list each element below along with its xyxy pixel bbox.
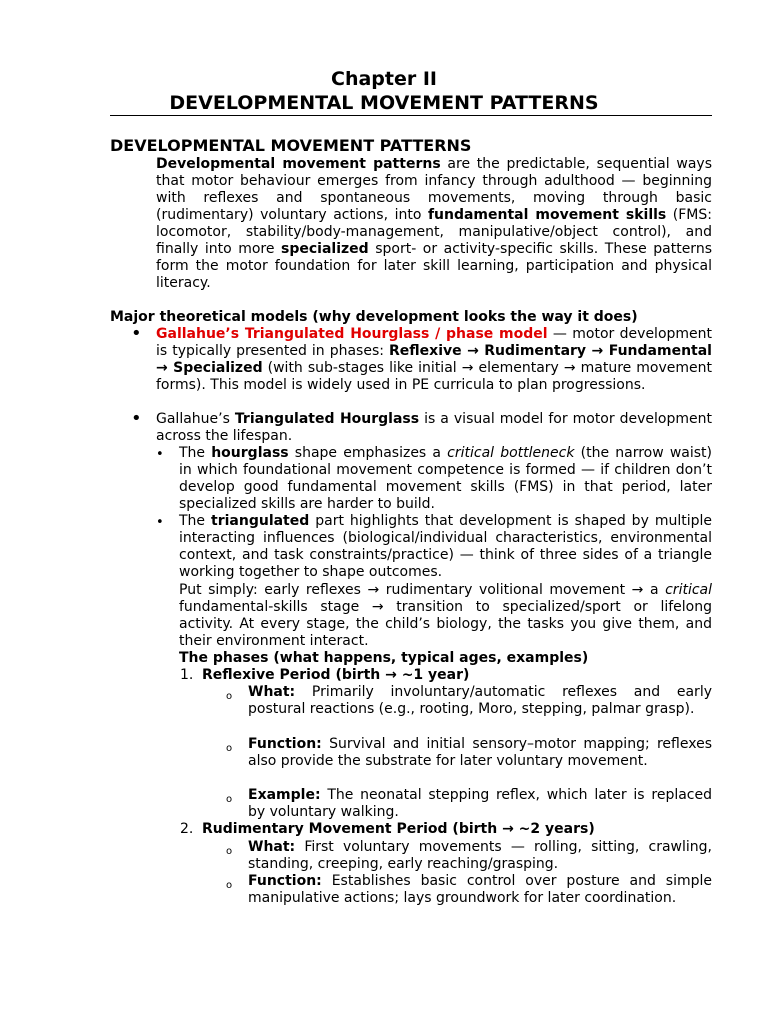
- hourglass-term: hourglass: [211, 445, 289, 461]
- bullet-gallahue-phase-model: [156, 326, 712, 394]
- sub-bullet-marker: •: [156, 515, 164, 530]
- intro-term: Developmental movement patterns: [156, 156, 441, 172]
- bullet-marker: •: [131, 323, 142, 344]
- item-text: Survival and initial sensory–motor mapping; reflexes also provide the substrate for later voluntary movement.: [248, 736, 712, 769]
- phase-item: [248, 684, 712, 718]
- intro-fms-term: fundamental movement skills: [427, 207, 667, 223]
- intro-paragraph: [156, 156, 712, 292]
- bullet-marker: •: [131, 408, 142, 429]
- item-text: First voluntary movements — rolling, sitting, crawling, standing, creeping, early reaching/grasping.: [248, 839, 712, 872]
- item-label: What:: [248, 839, 296, 855]
- bullet-text: The: [179, 513, 212, 529]
- bullet-text: (the narrow waist) in which foundational movement competence is formed — if children don’t develop good fundamental movement skills (FMS) in that period, later specialized skills are harder to build.: [179, 445, 712, 512]
- bullet-text: — motor development is typically presented in phases:: [156, 326, 713, 359]
- phase-item: [248, 787, 712, 821]
- summary-text: Put simply: early reflexes → rudimentary volitional movement → a: [179, 582, 666, 598]
- model-term: Triangulated Hourglass: [234, 411, 420, 427]
- phase-item: [248, 736, 712, 770]
- bottleneck-term: critical bottleneck: [447, 445, 575, 461]
- bullet-triangulated-hourglass: [156, 411, 712, 445]
- bullet-text: shape emphasizes a: [288, 445, 448, 461]
- phase-number: 2.: [180, 821, 194, 837]
- item-label: Function:: [248, 736, 322, 752]
- intro-text-2: (FMS: locomotor, stability/body-management, manipulative/object control), and finally into more: [156, 207, 712, 257]
- intro-text-1: are the predictable, sequential ways that motor behaviour emerges from infancy through adulthood — beginning with reflexes and spontaneous movements, moving through basic (rudimentary) voluntary actions, into: [156, 156, 712, 223]
- phase-sequence: Reflexive → Rudimentary → Fundamental → Specialized: [156, 343, 712, 376]
- circle-bullet: o: [226, 846, 233, 857]
- item-label: Example:: [248, 787, 321, 803]
- sub-bullet-marker: •: [156, 447, 164, 462]
- phase-title-rudimentary: Rudimentary Movement Period (birth → ~2 years): [202, 821, 595, 837]
- phase-title-reflexive: Reflexive Period (birth → ~1 year): [202, 667, 470, 683]
- chapter-label: Chapter II: [331, 68, 437, 90]
- item-text: The neonatal stepping reflex, which later is replaced by voluntary walking.: [248, 787, 712, 820]
- triangulated-term: triangulated: [211, 513, 310, 529]
- bullet-text: part highlights that development is shaped by multiple interacting influences (biological/individual characteristics, environmental context, and task constraints/practice) — think of three sides of a triangle working together to shape outcomes.: [179, 513, 712, 580]
- phase-item: [248, 839, 712, 873]
- sub-bullet-hourglass: [179, 445, 712, 513]
- phase-number: 1.: [180, 667, 194, 683]
- bullet-text: is a visual model for motor development across the lifespan.: [156, 411, 712, 444]
- phase-item: [248, 873, 712, 907]
- sub-bullet-triangulated: [179, 513, 712, 581]
- title-underline: [110, 115, 712, 116]
- bullet-text: Gallahue’s: [156, 411, 235, 427]
- item-text: Primarily involuntary/automatic reflexes and early postural reactions (e.g., rooting, Moro, stepping, palmar grasp).: [248, 684, 712, 717]
- model-name-highlight: Gallahue’s Triangulated Hourglass / phase model: [156, 326, 548, 342]
- circle-bullet: o: [226, 691, 233, 702]
- circle-bullet: o: [226, 794, 233, 805]
- summary-paragraph: [179, 582, 712, 650]
- critical-term: critical: [665, 582, 712, 598]
- intro-text-3: sport- or activity-specific skills. These patterns form the motor foundation for later skill learning, participation and physical literacy.: [156, 241, 712, 291]
- intro-specialized-term: specialized: [281, 241, 369, 257]
- phases-heading: The phases (what happens, typical ages, examples): [179, 650, 589, 666]
- chapter-title: DEVELOPMENTAL MOVEMENT PATTERNS: [169, 92, 599, 114]
- circle-bullet: o: [226, 880, 233, 891]
- circle-bullet: o: [226, 743, 233, 754]
- summary-text: fundamental-skills stage → transition to specialized/sport or lifelong activity. At every stage, the child’s biology, the tasks you give them, and their environment interact.: [179, 599, 712, 649]
- bullet-text: (with sub-stages like initial → elementary → mature movement forms). This model is widely used in PE curricula to plan progressions.: [156, 360, 712, 393]
- section-heading: DEVELOPMENTAL MOVEMENT PATTERNS: [110, 136, 472, 155]
- item-label: Function:: [248, 873, 322, 889]
- item-label: What:: [248, 684, 296, 700]
- bullet-text: The: [179, 445, 212, 461]
- models-heading: Major theoretical models (why development looks the way it does): [110, 309, 638, 325]
- item-text: Establishes basic control over posture and simple manipulative actions; lays groundwork for later coordination.: [248, 873, 712, 906]
